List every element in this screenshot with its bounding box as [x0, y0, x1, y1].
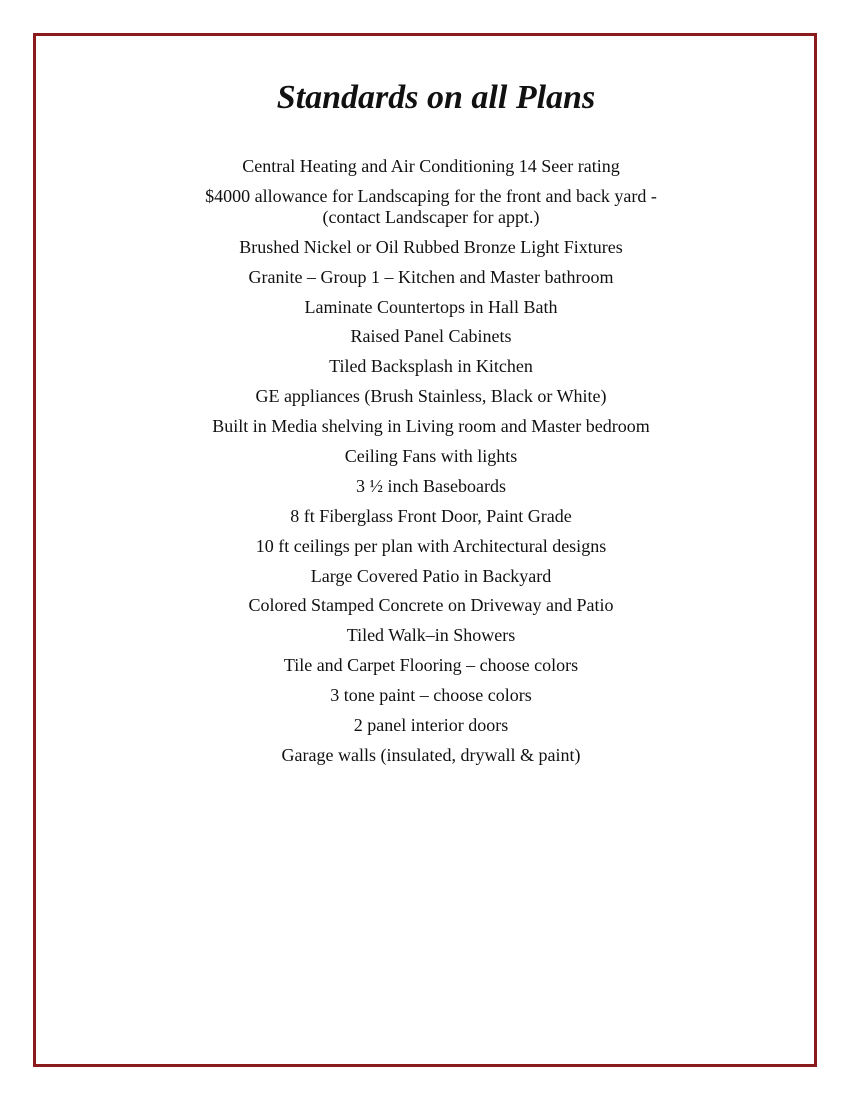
standard-item — [12, 685, 850, 706]
standard-item — [12, 476, 850, 497]
standard-item-line: Built in Media shelving in Living room and Master bedroom — [212, 416, 650, 437]
standards-list — [0, 156, 850, 775]
standard-item — [12, 297, 850, 318]
standard-item-line: Brushed Nickel or Oil Rubbed Bronze Light Fixtures — [239, 236, 623, 257]
standard-item — [12, 386, 850, 407]
standard-item-line: Laminate Countertops in Hall Bath — [304, 296, 558, 317]
standard-item-line: Raised Panel Cabinets — [350, 326, 512, 347]
standard-item — [12, 237, 850, 258]
standard-item — [12, 326, 850, 347]
standard-item-line: 10 ft ceilings per plan with Architectural designs — [255, 535, 607, 556]
standard-item-line: Tiled Backsplash in Kitchen — [329, 356, 533, 377]
standard-item-line: Central Heating and Air Conditioning 14 Seer rating — [242, 156, 620, 176]
standard-item-line: 3 tone paint – choose colors — [330, 685, 532, 706]
standard-item — [12, 267, 850, 288]
standard-item — [12, 446, 850, 467]
standard-item — [12, 715, 850, 736]
standard-item-line: 3 ½ inch Baseboards — [356, 475, 506, 496]
standard-item-line: Garage walls (insulated, drywall & paint) — [281, 744, 581, 765]
standard-item-line: 8 ft Fiberglass Front Door, Paint Grade — [290, 505, 572, 526]
standard-item — [12, 566, 850, 587]
standard-item — [12, 506, 850, 527]
standard-item — [12, 186, 850, 228]
standard-item-line: Tiled Walk–in Showers — [346, 625, 516, 646]
standard-item-line: 2 panel interior doors — [353, 715, 509, 736]
standard-item — [12, 156, 850, 177]
standard-item-line: Tile and Carpet Flooring – choose colors — [283, 655, 579, 676]
standard-item — [12, 745, 850, 766]
standard-item — [12, 595, 850, 616]
standard-item — [12, 655, 850, 676]
page-title: Standards on all Plans — [276, 79, 596, 116]
standard-item-line: Ceiling Fans with lights — [344, 446, 518, 467]
standard-item-line: Large Covered Patio in Backyard — [310, 565, 552, 586]
standard-item — [12, 625, 850, 646]
standard-item — [12, 416, 850, 437]
standard-item-line: (contact Landscaper for appt.) — [322, 206, 540, 227]
standard-item-line: GE appliances (Brush Stainless, Black or White) — [255, 386, 607, 407]
standard-item — [12, 536, 850, 557]
standard-item-line: Granite – Group 1 – Kitchen and Master bathroom — [248, 266, 614, 287]
standard-item-line: $4000 allowance for Landscaping for the front and back yard - — [205, 185, 657, 206]
standard-item-line: Colored Stamped Concrete on Driveway and Patio — [248, 595, 614, 616]
standard-item — [12, 356, 850, 377]
